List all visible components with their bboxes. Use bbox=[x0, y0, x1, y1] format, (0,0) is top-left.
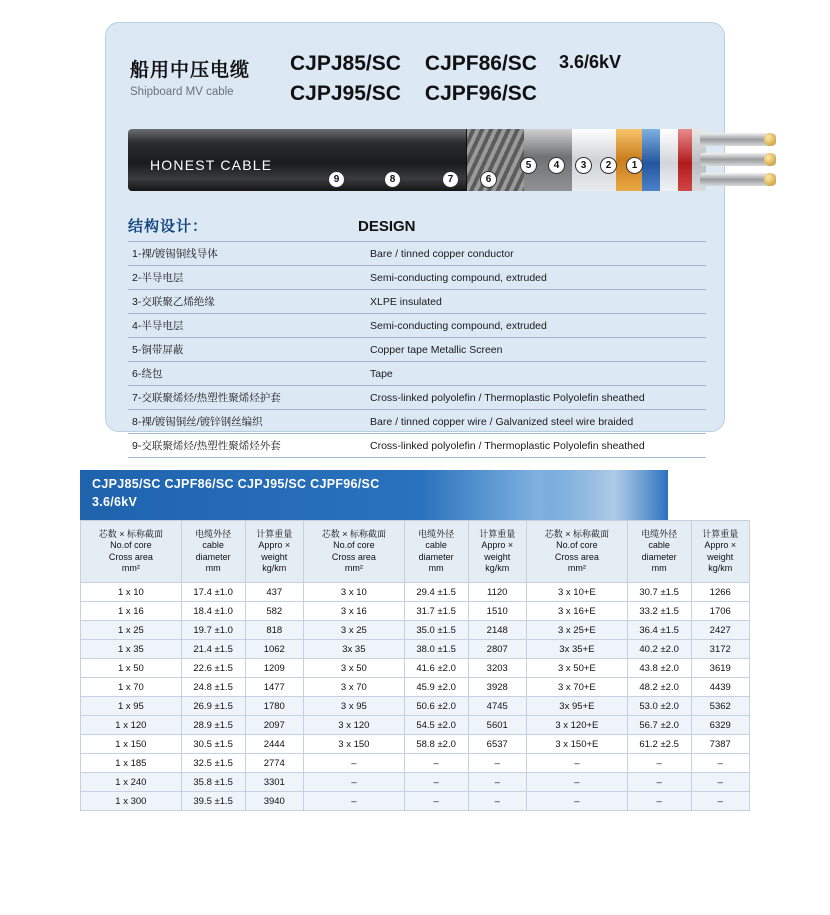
cell: 50.6 ±2.0 bbox=[404, 697, 468, 716]
design-section-heading bbox=[128, 215, 706, 236]
cell: 45.9 ±2.0 bbox=[404, 678, 468, 697]
table-row bbox=[81, 602, 750, 621]
product-title-row bbox=[130, 49, 710, 110]
cell: 2097 bbox=[245, 716, 303, 735]
cell: 3928 bbox=[468, 678, 526, 697]
cell: 35.0 ±1.5 bbox=[404, 621, 468, 640]
design-row-cn: 6-绕包 bbox=[128, 362, 358, 386]
callout-marker-4: 4 bbox=[548, 157, 565, 174]
cell: 3x 95+E bbox=[526, 697, 627, 716]
cell: – bbox=[468, 792, 526, 811]
spec-banner-line2: 3.6/6kV bbox=[92, 495, 138, 509]
cell: 18.4 ±1.0 bbox=[181, 602, 245, 621]
conductor-wire bbox=[700, 153, 776, 166]
callout-marker-7: 7 bbox=[442, 171, 459, 188]
cell: 31.7 ±1.5 bbox=[404, 602, 468, 621]
col-header-cable-diameter-3 bbox=[627, 521, 691, 583]
table-row bbox=[81, 659, 750, 678]
cell: – bbox=[691, 773, 750, 792]
design-heading-en: DESIGN bbox=[358, 218, 416, 235]
product-code-column-2 bbox=[425, 49, 537, 110]
cell: 3 x 25 bbox=[303, 621, 404, 640]
cell: 43.8 ±2.0 bbox=[627, 659, 691, 678]
cell: 2774 bbox=[245, 754, 303, 773]
col-header-en2: diameter bbox=[195, 551, 231, 562]
col-header-cn: 电缆外径 bbox=[641, 529, 678, 539]
cell: 3940 bbox=[245, 792, 303, 811]
table-row bbox=[128, 386, 706, 410]
cell: – bbox=[303, 754, 404, 773]
product-code-cjpf86: CJPF86/SC bbox=[424, 52, 537, 75]
col-header-en1: cable bbox=[202, 540, 224, 551]
cable-outer-sheath-layer bbox=[128, 129, 468, 191]
cell: 3 x 150+E bbox=[526, 735, 627, 754]
cell: 30.5 ±1.5 bbox=[181, 735, 245, 754]
cell: 3 x 70 bbox=[303, 678, 404, 697]
cell: 4439 bbox=[691, 678, 750, 697]
product-title-cn: 船用中压电缆 bbox=[130, 60, 251, 81]
cell: – bbox=[468, 754, 526, 773]
col-header-cn: 计算重量 bbox=[256, 529, 293, 539]
cell: 1 x 240 bbox=[81, 773, 182, 792]
cell: 33.2 ±1.5 bbox=[627, 602, 691, 621]
table-row bbox=[81, 678, 750, 697]
specification-table bbox=[80, 520, 750, 811]
design-row-en: Cross-linked polyolefin / Thermoplastic Polyolefin sheathed bbox=[358, 386, 706, 410]
cell: 3x 35 bbox=[303, 640, 404, 659]
col-header-unit: mm² bbox=[567, 562, 586, 573]
design-row-cn: 3-交联聚乙烯绝缘 bbox=[128, 290, 358, 314]
table-row bbox=[81, 716, 750, 735]
callout-marker-9: 9 bbox=[328, 171, 345, 188]
cell: 26.9 ±1.5 bbox=[181, 697, 245, 716]
cell: 17.4 ±1.0 bbox=[181, 583, 245, 602]
cell: 38.0 ±1.5 bbox=[404, 640, 468, 659]
cell: 1062 bbox=[245, 640, 303, 659]
cell: 818 bbox=[245, 621, 303, 640]
cell: 1209 bbox=[245, 659, 303, 678]
col-header-en2: weight bbox=[261, 551, 288, 562]
cell: 3301 bbox=[245, 773, 303, 792]
product-code-cjpf96: CJPF96/SC bbox=[424, 82, 537, 106]
cell: 3172 bbox=[691, 640, 750, 659]
cell: 3x 35+E bbox=[526, 640, 627, 659]
cell: 4745 bbox=[468, 697, 526, 716]
design-row-cn: 9-交联聚烯烃/热塑性聚烯烃外套 bbox=[128, 434, 358, 458]
col-header-cn: 芯数 × 标称截面 bbox=[98, 529, 164, 539]
product-overview-panel bbox=[105, 22, 725, 452]
cell: – bbox=[526, 792, 627, 811]
col-header-en1: No.of core bbox=[110, 540, 152, 551]
callout-marker-3: 3 bbox=[575, 157, 592, 174]
table-row bbox=[81, 792, 750, 811]
cell: 41.6 ±2.0 bbox=[404, 659, 468, 678]
cell: 3 x 70+E bbox=[526, 678, 627, 697]
col-header-unit: mm bbox=[651, 562, 667, 573]
col-header-core-cross-area-3 bbox=[526, 521, 627, 583]
table-row bbox=[81, 640, 750, 659]
cell: – bbox=[404, 754, 468, 773]
col-header-core-cross-area-2 bbox=[303, 521, 404, 583]
cell: 19.7 ±1.0 bbox=[181, 621, 245, 640]
cell: – bbox=[468, 773, 526, 792]
col-header-en1: Appro × bbox=[481, 540, 514, 551]
cell: 1 x 95 bbox=[81, 697, 182, 716]
col-header-cn: 芯数 × 标称截面 bbox=[321, 529, 386, 539]
cell: 3 x 50 bbox=[303, 659, 404, 678]
design-row-en: Bare / tinned copper conductor bbox=[358, 242, 706, 266]
product-title-en: Shipboard MV cable bbox=[130, 86, 234, 98]
cell: 3 x 16+E bbox=[526, 602, 627, 621]
design-row-cn: 1-裸/镀锡铜线导体 bbox=[128, 242, 358, 266]
cable-conductor-wires bbox=[700, 131, 786, 189]
table-row bbox=[81, 735, 750, 754]
col-header-en2: Cross area bbox=[331, 551, 376, 562]
design-row-cn: 4-半导电层 bbox=[128, 314, 358, 338]
col-header-cn: 芯数 × 标称截面 bbox=[544, 529, 609, 539]
cell: – bbox=[691, 792, 750, 811]
col-header-en1: Appro × bbox=[704, 540, 737, 551]
cell: 3 x 150 bbox=[303, 735, 404, 754]
col-header-weight-2 bbox=[468, 521, 526, 583]
product-voltage-rating: 3.6/6kV bbox=[558, 52, 622, 72]
cell: 61.2 ±2.5 bbox=[627, 735, 691, 754]
design-row-cn: 2-半导电层 bbox=[128, 266, 358, 290]
cell: 28.9 ±1.5 bbox=[181, 716, 245, 735]
table-row bbox=[81, 754, 750, 773]
conductor-wire bbox=[700, 133, 776, 146]
cell: – bbox=[404, 773, 468, 792]
cell: 2148 bbox=[468, 621, 526, 640]
col-header-weight-3 bbox=[691, 521, 750, 583]
col-header-en1: cable bbox=[425, 540, 447, 551]
cell: 1 x 150 bbox=[81, 735, 182, 754]
callout-marker-1: 1 bbox=[626, 157, 643, 174]
product-title-block bbox=[130, 49, 290, 98]
cable-xlpe-insulation-layer bbox=[660, 129, 678, 191]
cell: 6329 bbox=[691, 716, 750, 735]
cell: – bbox=[691, 754, 750, 773]
cell: 58.8 ±2.0 bbox=[404, 735, 468, 754]
cell: 30.7 ±1.5 bbox=[627, 583, 691, 602]
design-row-en: Copper tape Metallic Screen bbox=[358, 338, 706, 362]
cable-brand-label: HONEST CABLE bbox=[150, 157, 273, 173]
cell: 22.6 ±1.5 bbox=[181, 659, 245, 678]
callout-marker-8: 8 bbox=[384, 171, 401, 188]
table-row bbox=[128, 362, 706, 386]
col-header-weight-1 bbox=[245, 521, 303, 583]
cell: 29.4 ±1.5 bbox=[404, 583, 468, 602]
col-header-cable-diameter-2 bbox=[404, 521, 468, 583]
cell: 54.5 ±2.0 bbox=[404, 716, 468, 735]
cell: 3 x 120 bbox=[303, 716, 404, 735]
col-header-cn: 电缆外径 bbox=[195, 529, 232, 539]
design-row-cn: 8-裸/镀锡铜丝/镀锌钢丝编织 bbox=[128, 410, 358, 434]
spec-banner bbox=[80, 470, 668, 520]
col-header-en2: Cross area bbox=[554, 551, 599, 562]
table-row bbox=[128, 410, 706, 434]
table-row bbox=[128, 434, 706, 458]
design-row-cn: 5-铜带屏蔽 bbox=[128, 338, 358, 362]
col-header-cn: 计算重量 bbox=[702, 529, 739, 539]
table-row bbox=[128, 290, 706, 314]
col-header-en1: cable bbox=[648, 540, 670, 551]
cell: 2427 bbox=[691, 621, 750, 640]
cell: 48.2 ±2.0 bbox=[627, 678, 691, 697]
cell: – bbox=[627, 754, 691, 773]
callout-marker-6: 6 bbox=[480, 171, 497, 188]
col-header-cable-diameter-1 bbox=[181, 521, 245, 583]
cell: 56.7 ±2.0 bbox=[627, 716, 691, 735]
col-header-en2: diameter bbox=[641, 551, 677, 562]
specification-table-body bbox=[81, 583, 750, 811]
cell: 3 x 16 bbox=[303, 602, 404, 621]
callout-marker-5: 5 bbox=[520, 157, 537, 174]
product-code-cjpj95: CJPJ95/SC bbox=[290, 82, 401, 106]
col-header-unit: mm bbox=[428, 562, 444, 573]
cell: 3 x 95 bbox=[303, 697, 404, 716]
cable-semiconducting-inner-layer bbox=[678, 129, 692, 191]
cell: 40.2 ±2.0 bbox=[627, 640, 691, 659]
callout-marker-2: 2 bbox=[600, 157, 617, 174]
cell: 1 x 16 bbox=[81, 602, 182, 621]
cell: 1 x 300 bbox=[81, 792, 182, 811]
col-header-core-cross-area-1 bbox=[81, 521, 182, 583]
cell: 5601 bbox=[468, 716, 526, 735]
col-header-en1: Appro × bbox=[258, 540, 291, 551]
cell: 437 bbox=[245, 583, 303, 602]
table-row bbox=[81, 621, 750, 640]
col-header-en2: weight bbox=[484, 551, 511, 562]
cable-semiconducting-outer-layer bbox=[642, 129, 660, 191]
cell: 21.4 ±1.5 bbox=[181, 640, 245, 659]
cell: – bbox=[404, 792, 468, 811]
col-header-unit: mm bbox=[205, 562, 221, 573]
table-row bbox=[81, 697, 750, 716]
design-row-en: Semi-conducting compound, extruded bbox=[358, 314, 706, 338]
cell: 1 x 185 bbox=[81, 754, 182, 773]
cell: 7387 bbox=[691, 735, 750, 754]
table-row bbox=[81, 773, 750, 792]
col-header-en2: weight bbox=[707, 551, 734, 562]
cell: 1510 bbox=[468, 602, 526, 621]
table-row bbox=[128, 314, 706, 338]
design-row-cn: 7-交联聚烯烃/热塑性聚烯烃护套 bbox=[128, 386, 358, 410]
cell: 1 x 25 bbox=[81, 621, 182, 640]
table-header-row bbox=[81, 521, 750, 583]
cell: 1780 bbox=[245, 697, 303, 716]
col-header-en2: Cross area bbox=[108, 551, 153, 562]
cell: 1 x 50 bbox=[81, 659, 182, 678]
cell: 6537 bbox=[468, 735, 526, 754]
spec-banner-line1: CJPJ85/SC CJPF86/SC CJPJ95/SC CJPF96/SC bbox=[92, 477, 380, 491]
cell: 3 x 10 bbox=[303, 583, 404, 602]
cell: 1 x 70 bbox=[81, 678, 182, 697]
table-row bbox=[128, 266, 706, 290]
cell: 3 x 25+E bbox=[526, 621, 627, 640]
product-code-column-1 bbox=[290, 49, 401, 110]
specification-section bbox=[80, 470, 750, 811]
design-row-en: Bare / tinned copper wire / Galvanized steel wire braided bbox=[358, 410, 706, 434]
cell: 2807 bbox=[468, 640, 526, 659]
col-header-en1: No.of core bbox=[556, 540, 598, 551]
table-row bbox=[128, 242, 706, 266]
cell: 1 x 35 bbox=[81, 640, 182, 659]
cell: – bbox=[627, 792, 691, 811]
cell: 3203 bbox=[468, 659, 526, 678]
conductor-wire bbox=[700, 173, 776, 186]
cell: – bbox=[526, 773, 627, 792]
design-heading-cn: 结构设计： bbox=[128, 218, 209, 235]
cell: 36.4 ±1.5 bbox=[627, 621, 691, 640]
cell: 3 x 120+E bbox=[526, 716, 627, 735]
cell: – bbox=[303, 792, 404, 811]
col-header-en1: No.of core bbox=[333, 540, 375, 551]
cell: 39.5 ±1.5 bbox=[181, 792, 245, 811]
table-row bbox=[81, 583, 750, 602]
col-header-unit: mm² bbox=[344, 562, 363, 573]
product-code-cjpj85: CJPJ85/SC bbox=[290, 52, 401, 75]
cell: 32.5 ±1.5 bbox=[181, 754, 245, 773]
cell: 1266 bbox=[691, 583, 750, 602]
cell: 3 x 50+E bbox=[526, 659, 627, 678]
cable-cutaway-illustration bbox=[128, 119, 706, 201]
col-header-cn: 电缆外径 bbox=[418, 529, 455, 539]
design-row-en: Tape bbox=[358, 362, 706, 386]
cell: 1706 bbox=[691, 602, 750, 621]
cell: – bbox=[627, 773, 691, 792]
design-construction-table bbox=[128, 241, 706, 458]
col-header-unit: kg/km bbox=[262, 562, 287, 573]
cell: – bbox=[303, 773, 404, 792]
cell: 53.0 ±2.0 bbox=[627, 697, 691, 716]
table-row bbox=[128, 338, 706, 362]
col-header-cn: 计算重量 bbox=[479, 529, 516, 539]
cell: 1 x 120 bbox=[81, 716, 182, 735]
col-header-unit: kg/km bbox=[708, 562, 733, 573]
cell: 1 x 10 bbox=[81, 583, 182, 602]
col-header-en2: diameter bbox=[418, 551, 454, 562]
cell: 582 bbox=[245, 602, 303, 621]
cell: 3619 bbox=[691, 659, 750, 678]
cell: – bbox=[526, 754, 627, 773]
cell: 3 x 10+E bbox=[526, 583, 627, 602]
cell: 1477 bbox=[245, 678, 303, 697]
cell: 35.8 ±1.5 bbox=[181, 773, 245, 792]
cell: 2444 bbox=[245, 735, 303, 754]
banner-highlight bbox=[548, 470, 668, 520]
cell: 24.8 ±1.5 bbox=[181, 678, 245, 697]
design-row-en: XLPE insulated bbox=[358, 290, 706, 314]
cell: 1120 bbox=[468, 583, 526, 602]
col-header-unit: kg/km bbox=[485, 562, 510, 573]
cell: 5362 bbox=[691, 697, 750, 716]
design-row-en: Semi-conducting compound, extruded bbox=[358, 266, 706, 290]
col-header-unit: mm² bbox=[121, 562, 140, 573]
design-row-en: Cross-linked polyolefin / Thermoplastic Polyolefin sheathed bbox=[358, 434, 706, 458]
